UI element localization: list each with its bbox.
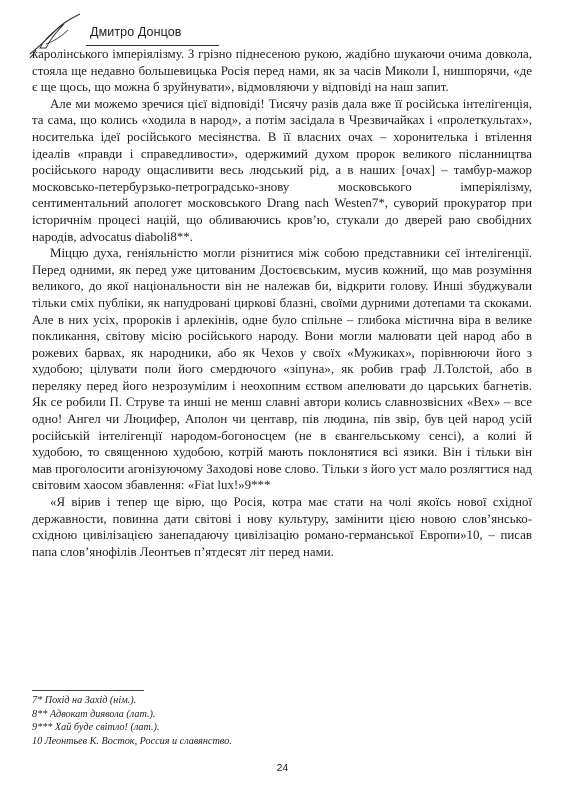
paragraph-3: Міццю духа, геніяльністю могли різнитися між собою представники сеї інтелігенції. Перед одними, як перед уже цитованим Достоєвським, мусив кожний, що мав розуміння великого, до якої національности він не належав би, відкрити голову. Инші збуджували тільки сміх публіки, як напудровані циркові блазні, своїми дурними дотепами та скоками. Але в них усіх, пророків і арлекінів, одне було спільне – глибока містична віра в велике покликання, світову місію російського народу. Вони могли малювати цей народ або в рожевих барвах, як народники, або як Чехов у своїх «Мужиках», порівнюючи його з худобою; цілувати поли його смердючого «зіпуна», як робив граф Л.Толстой, або в переляку перед його незрозумілим і неохопним єством апелювати до царських багнетів. Як се робили П. Струве та инші не менш славні автори колись славнозвісних «Вех» – все одно! Ангел чи Люцифер, Аполон чи центавр, пів людина, пів звір, був цей народ усій російській інтелігенції народом-богоносцем (не в євангельському сенсі), а колиі й худобою, то священною худобою, котрій мають поклонятися всі язики. Він і тільки він мав проголосити агонізуючому Заходові нове слово. Тільки з його уст мало розлягтися над світовим хаосом збавлення: «Fiat lux!»9*** xyxy=(32,246,532,493)
paragraph-1: каролінського імперіялізму. З грізно піднесеною рукою, жадібно шукаючи очима довкола, стояла ще недавно большевицька Росія перед нами, як за часів Миколи I, нишпорячи, «де є ще щось, що можна б зруйнувати», відмовляючи у відповіді на наш запит. xyxy=(32,47,532,95)
footnote-10: 10 Леонтьев К. Восток, Россия и славянство. xyxy=(32,735,232,747)
footnote-7: 7* Похід на Захід (нім.). xyxy=(32,695,137,706)
body-text xyxy=(32,46,532,560)
footnote-9: 9*** Хай буде світло! (лат.). xyxy=(32,722,160,734)
footnote-8: 8** Адвокат диявола (лат.). xyxy=(32,708,156,720)
paragraph-4: «Я вірив і тепер ще вірю, що Росія, котра має стати на чолі якоїсь нової східної державности, повинна дати світові і нову культуру, замінити цією новою слов’янсько-східною цивілізацією занепадаючу цивілізацію романо-германської Европи»10, – писав папа слов’янофілів Леонтьев п’ятдесят літ перед нами. xyxy=(32,495,532,559)
page-number: 24 xyxy=(276,762,289,774)
footnotes xyxy=(32,694,532,748)
header-author: Дмитро Донцов xyxy=(90,25,182,39)
footnote-rule xyxy=(32,690,144,691)
paragraph-2: Але ми можемо зречися цієї відповіді! Тисячу разів дала вже її російська інтелігенція, та сама, що колись «ходила в народ», а потім засідала в Чрезвичайках і «пролеткультах», носителька ідеї російського месіянства. В її власних очах – хоронителька і втілення ідеалів «правди і справедливости», одержимий духом пророк великого післанництва російського народу ощасливити весь людський рід, а в наших [очах] – тамбур-мажор московсько-петербурзько-петроградсько-знову московського імперіялізму, сентиментальний апологет московського Drang nach Westen7*, суворий прокуратор при історичнім процесі націй, що обливаючись кров’ю, стукали до дверей раю свобідних народів, advocatus diaboli8**. xyxy=(32,96,532,244)
